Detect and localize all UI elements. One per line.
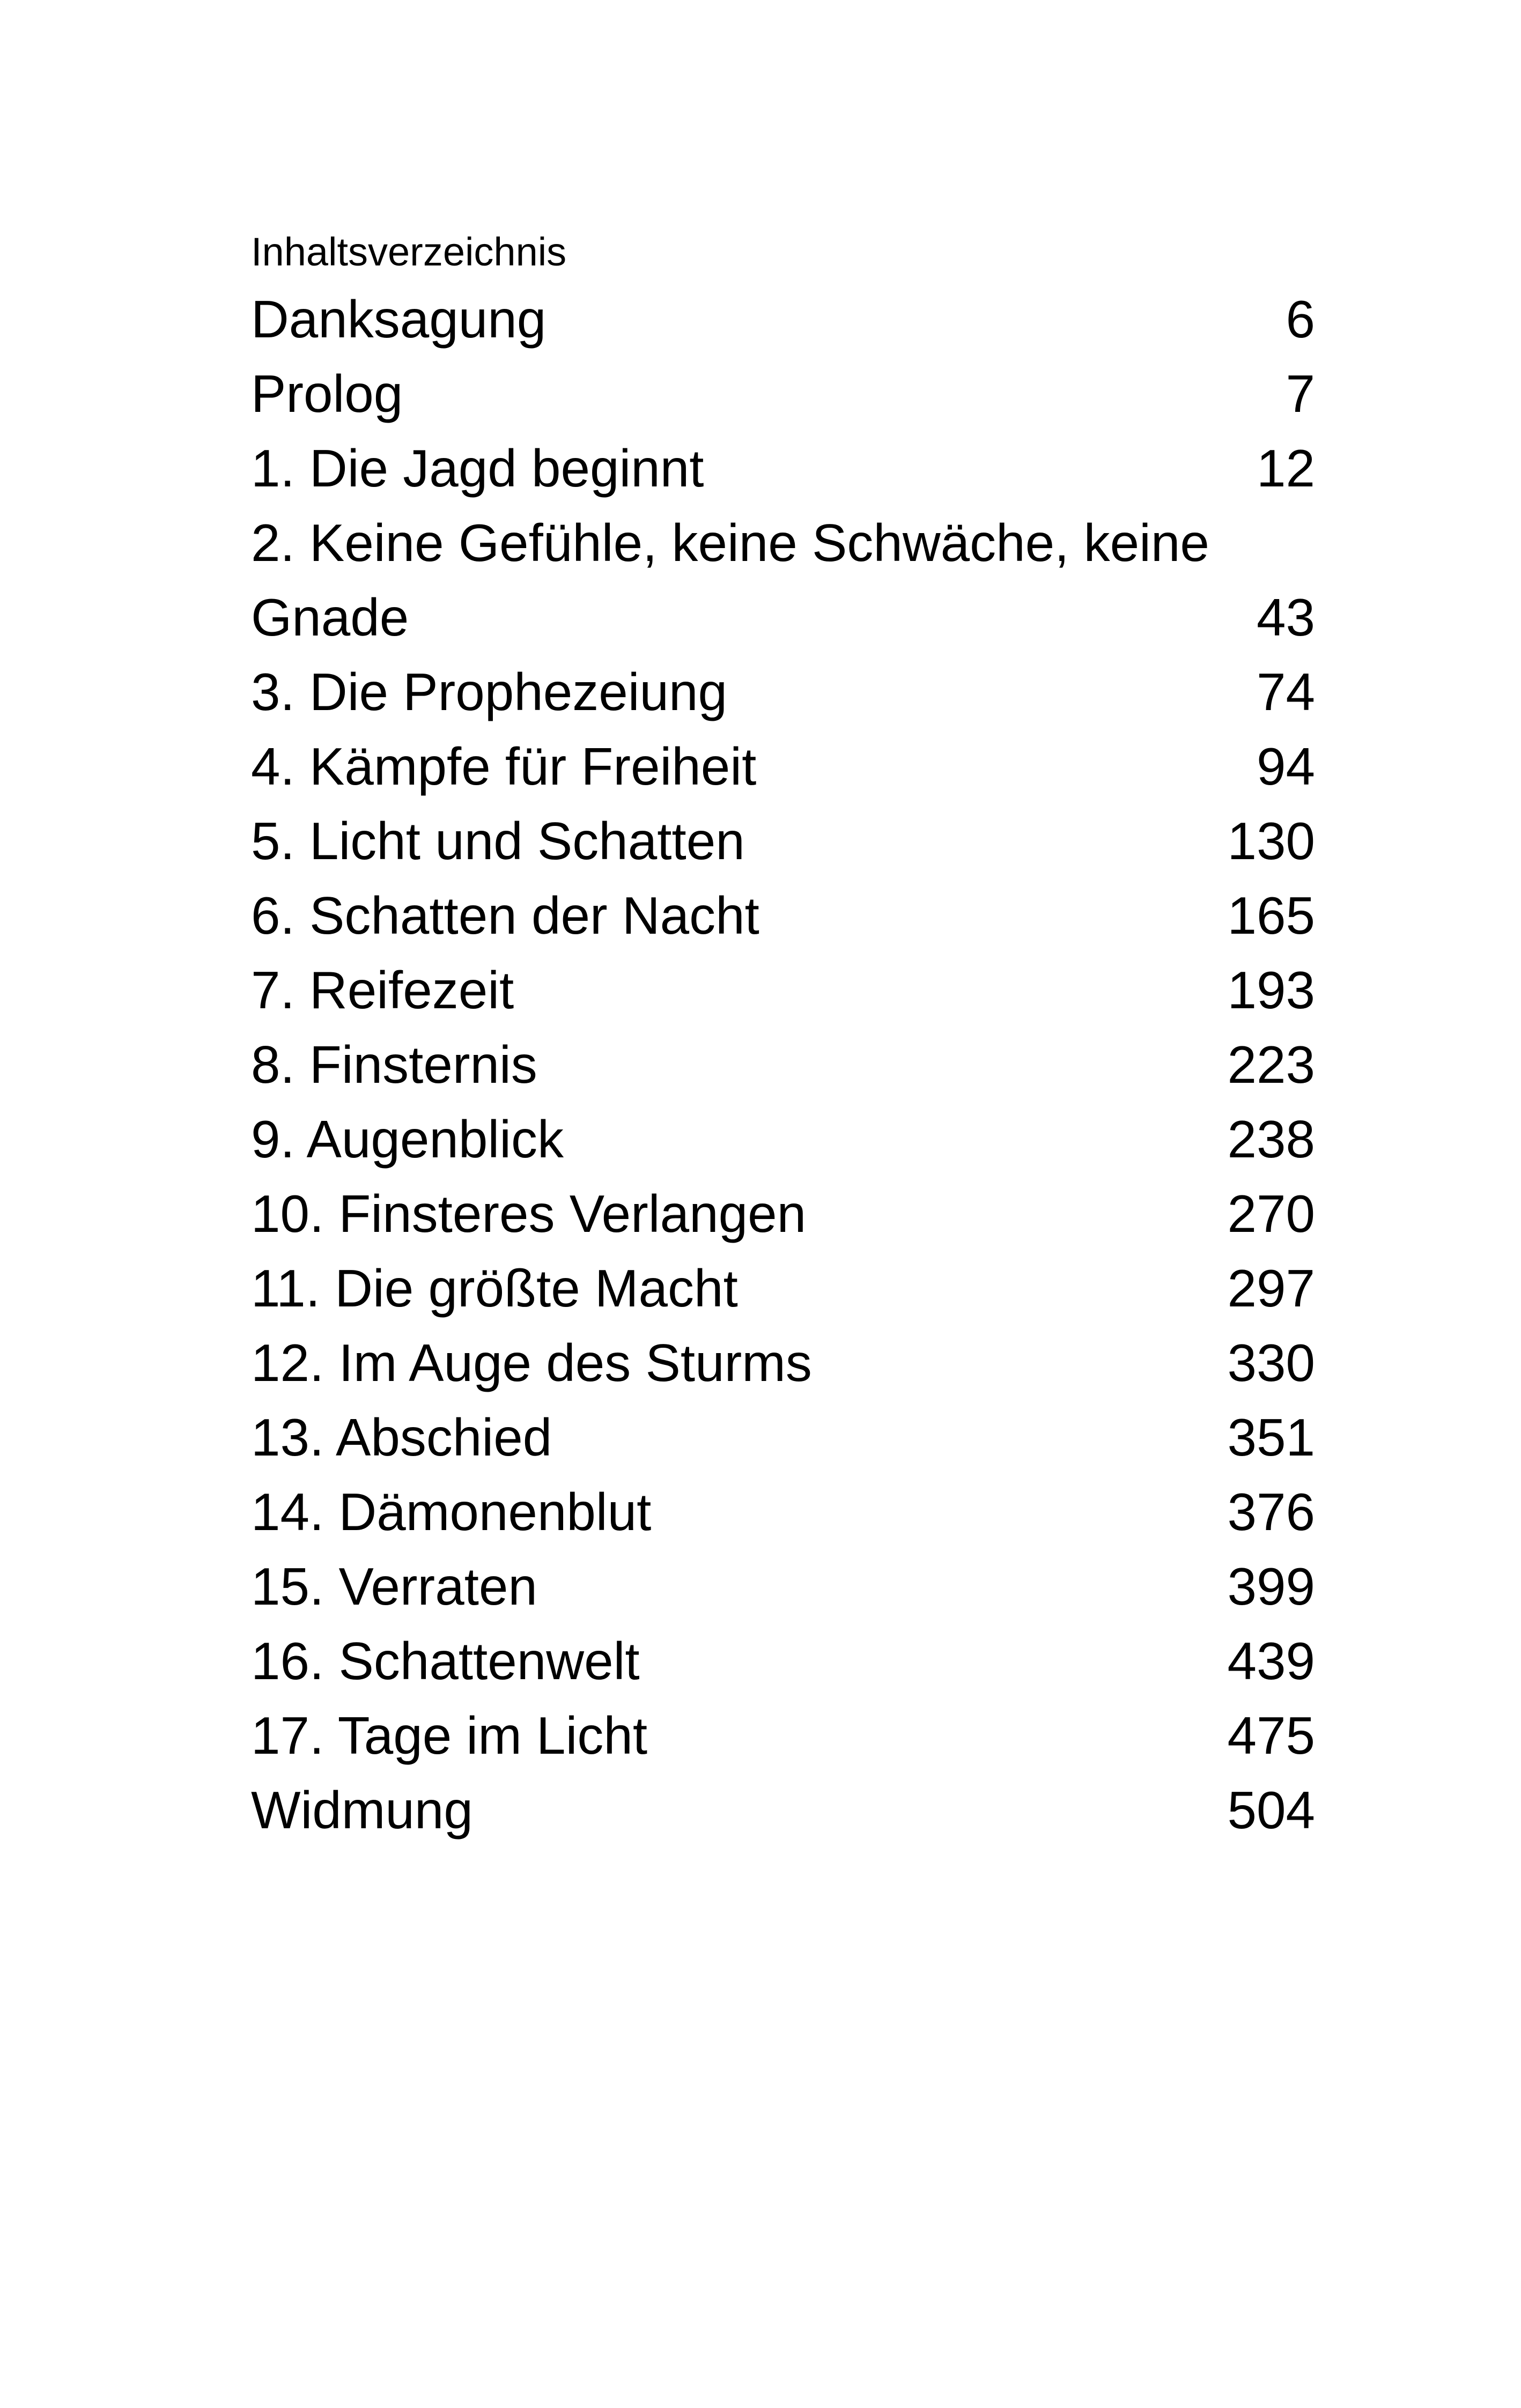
toc-entry-page: 504 xyxy=(1227,1781,1315,1840)
toc-entry-page: 439 xyxy=(1227,1631,1315,1690)
toc-row xyxy=(251,1251,1315,1326)
toc-entry-page: 399 xyxy=(1227,1557,1315,1616)
toc-entry-title: 10. Finsteres Verlangen xyxy=(251,1184,807,1243)
toc-entry-page: 330 xyxy=(1227,1333,1315,1392)
toc-entry-page: 475 xyxy=(1227,1706,1315,1765)
toc-entry-page: 270 xyxy=(1227,1184,1315,1243)
toc-row xyxy=(251,506,1315,580)
toc-row xyxy=(251,1698,1315,1773)
toc-entry-page: 223 xyxy=(1227,1035,1315,1094)
toc-entry-title: 3. Die Prophezeiung xyxy=(251,662,728,721)
toc-entry-page: 238 xyxy=(1227,1110,1315,1169)
toc-entry-title: Prolog xyxy=(251,364,403,423)
toc-row xyxy=(251,804,1315,878)
toc-row xyxy=(251,580,1315,655)
toc-entry-title: 4. Kämpfe für Freiheit xyxy=(251,737,757,796)
toc-row xyxy=(251,878,1315,953)
toc-entry-title: 6. Schatten der Nacht xyxy=(251,886,759,945)
toc-row xyxy=(251,1028,1315,1102)
toc-row xyxy=(251,729,1315,804)
toc-entry-page: 297 xyxy=(1227,1259,1315,1318)
toc-row xyxy=(251,357,1315,431)
toc-row xyxy=(251,953,1315,1028)
toc-entry-title: Danksagung xyxy=(251,290,547,349)
toc-entry-page: 165 xyxy=(1227,886,1315,945)
toc-row xyxy=(251,1773,1315,1848)
toc-entry-title: 14. Dämonenblut xyxy=(251,1482,652,1541)
toc-row xyxy=(251,282,1315,357)
toc-entry-page: 193 xyxy=(1227,961,1315,1020)
toc-entry-page: 94 xyxy=(1256,737,1315,796)
toc-row xyxy=(251,431,1315,506)
toc-list xyxy=(251,282,1315,1848)
toc-row xyxy=(251,1102,1315,1177)
toc-entry-title: 15. Verraten xyxy=(251,1557,537,1616)
toc-entry-page: 12 xyxy=(1256,439,1315,498)
toc-row xyxy=(251,1326,1315,1400)
toc-entry-page: 7 xyxy=(1286,364,1315,423)
toc-entry-title: Gnade xyxy=(251,588,409,647)
toc-entry-title: 7. Reifezeit xyxy=(251,961,514,1020)
toc-entry-title: Widmung xyxy=(251,1781,473,1840)
toc-entry-page: 130 xyxy=(1227,811,1315,870)
toc-row xyxy=(251,655,1315,729)
toc-entry-title: 5. Licht und Schatten xyxy=(251,811,745,870)
toc-entry-title: 12. Im Auge des Sturms xyxy=(251,1333,812,1392)
toc-row xyxy=(251,1624,1315,1698)
toc-entry-title: 11. Die größte Macht xyxy=(251,1259,738,1318)
toc-row xyxy=(251,1177,1315,1251)
toc-entry-page: 376 xyxy=(1227,1482,1315,1541)
toc-entry-title: 1. Die Jagd beginnt xyxy=(251,439,704,498)
toc-entry-page: 351 xyxy=(1227,1408,1315,1467)
toc-entry-page: 74 xyxy=(1256,662,1315,721)
toc-row xyxy=(251,1400,1315,1475)
toc-entry-title: 13. Abschied xyxy=(251,1408,552,1467)
toc-row xyxy=(251,1549,1315,1624)
toc-entry-title: 2. Keine Gefühle, keine Schwäche, keine xyxy=(251,513,1209,572)
toc-entry-title: 8. Finsternis xyxy=(251,1035,537,1094)
toc-row xyxy=(251,1475,1315,1549)
toc-entry-title: 17. Tage im Licht xyxy=(251,1706,648,1765)
toc-heading: Inhaltsverzeichnis xyxy=(251,230,567,274)
toc-entry-page: 6 xyxy=(1286,290,1315,349)
toc-entry-page: 43 xyxy=(1256,588,1315,647)
toc-entry-title: 9. Augenblick xyxy=(251,1110,564,1169)
toc-entry-title: 16. Schattenwelt xyxy=(251,1631,640,1690)
